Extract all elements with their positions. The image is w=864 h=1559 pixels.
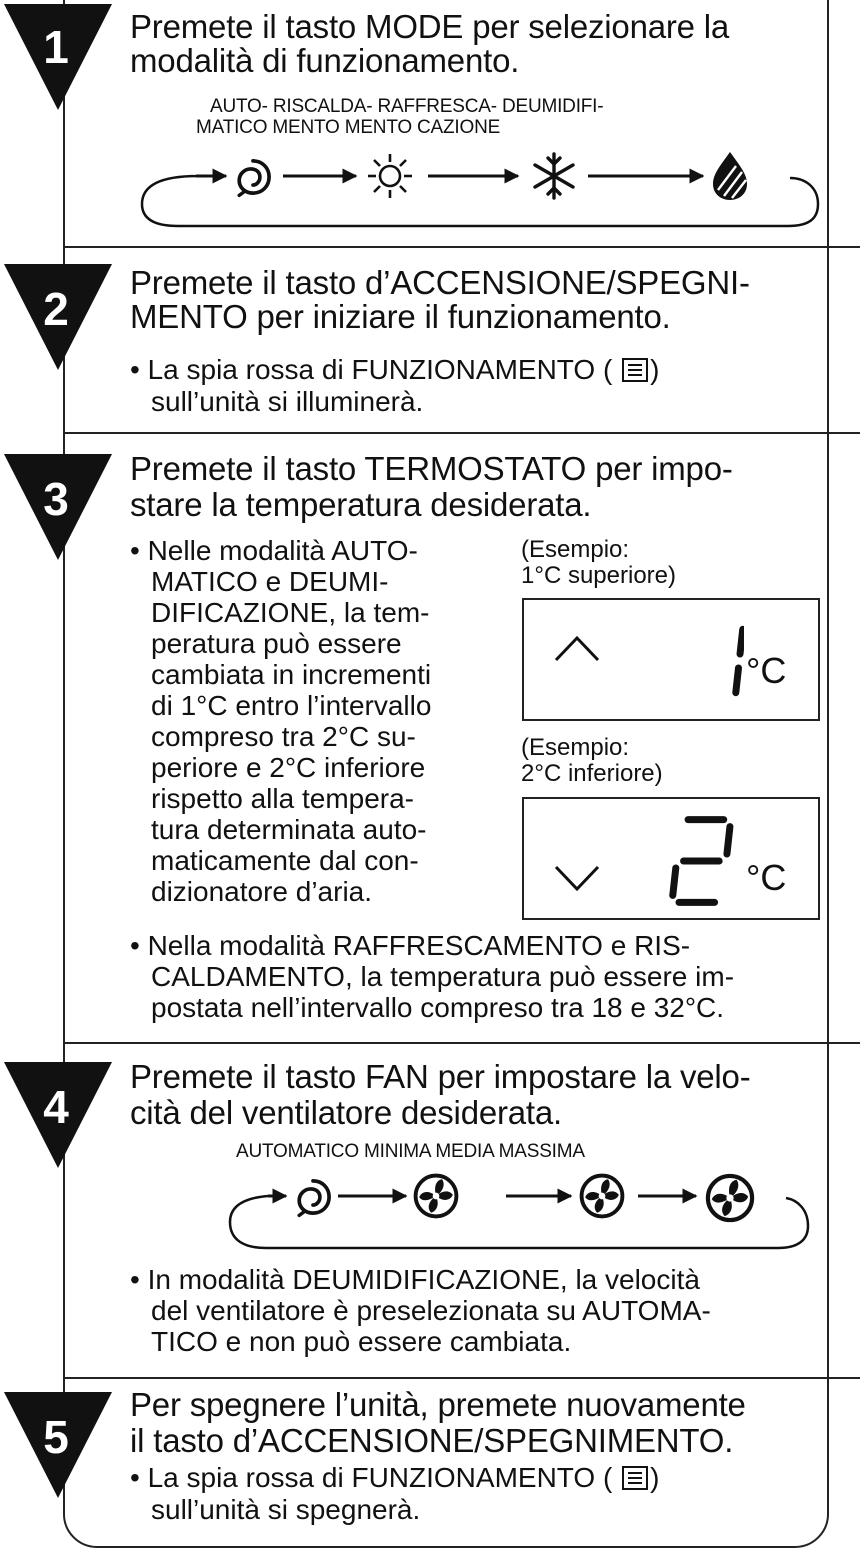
cool-snowflake-icon [535, 154, 573, 198]
bullet-line: di 1°C entro l’intervallo [151, 690, 432, 721]
step-number: 4 [43, 1081, 69, 1133]
fan-cycle-diagram [226, 1164, 814, 1254]
step-heading: cità del ventilatore desiderata. [130, 1094, 563, 1131]
mode-labels: AUTO- RISCALDA- RAFFRESCA- DEUMIDIFI- [210, 96, 604, 117]
example-caption: 2°C inferiore) [521, 760, 663, 787]
display-unit: °C [746, 857, 787, 898]
up-chevron-icon [552, 630, 602, 666]
step-number: 5 [43, 1411, 69, 1463]
bullet-line: tura determinata auto- [151, 814, 427, 845]
step-heading: il tasto d’ACCENSIONE/SPEGNIMENTO. [130, 1422, 734, 1459]
bullet-text: • La spia rossa di FUNZIONAMENTO ( ) [130, 1462, 660, 1493]
bullet-text: del ventilatore è preselezionata su AUTOMA- [151, 1295, 711, 1326]
mode-cycle-diagram [138, 142, 822, 230]
example-caption: (Esempio: [521, 536, 630, 563]
seven-segment-digit [694, 618, 744, 704]
digit-segment-b [740, 629, 743, 654]
bullet-line: • Nelle modalità AUTO- [130, 535, 418, 566]
bullet-text: TICO e non può essere cambiata. [151, 1326, 572, 1357]
bullet-text: postata nell’intervallo compreso tra 18 e 32°C. [151, 992, 725, 1023]
step-number: 1 [43, 21, 69, 73]
down-chevron-icon [552, 861, 602, 897]
auto-icon [239, 161, 269, 196]
fan-low-icon [416, 1176, 457, 1217]
bullet-line: maticamente dal con- [151, 845, 419, 876]
example-caption: (Esempio: [521, 734, 630, 761]
auto-icon [299, 1181, 329, 1216]
bullet-line: periore e 2°C inferiore [151, 752, 426, 783]
digit-segment-c [736, 668, 739, 693]
display-example-down [522, 797, 820, 920]
bullet-line: peratura può essere [151, 628, 402, 659]
digit-segment-b [727, 827, 730, 854]
bullet-text: sull’unità si illuminerà. [151, 386, 424, 417]
step-heading: Per spegnere l’unità, premete nuovamente [130, 1386, 746, 1423]
step-number: 3 [43, 473, 69, 525]
section-divider [64, 1042, 860, 1044]
step-heading: Premete il tasto FAN per impostare la velo- [130, 1058, 751, 1095]
bullet-line: MATICO e DEUMI- [151, 566, 389, 597]
section-divider [64, 246, 860, 248]
step-heading: MENTO per iniziare il funzionamento. [130, 298, 671, 335]
step-heading: stare la temperatura desiderata. [130, 486, 592, 523]
fan-medium-icon [582, 1176, 623, 1217]
bullet-line: DIFICAZIONE, la tem- [151, 597, 430, 628]
fan-labels: AUTOMATICO MINIMA MEDIA MASSIMA [236, 1141, 585, 1162]
bullet-line: cambiata in incrementi [151, 659, 432, 690]
step-heading: Premete il tasto MODE per selezionare la [130, 8, 730, 45]
bullet-text: • In modalità DEUMIDIFICAZIONE, la velocità [130, 1264, 700, 1295]
step-heading: modalità di funzionamento. [130, 42, 520, 79]
display-unit: °C [746, 650, 787, 691]
bullet-line: dizionatore d’aria. [151, 876, 373, 907]
fan-high-icon [708, 1176, 752, 1220]
bullet-text: • La spia rossa di FUNZIONAMENTO ( ) [130, 354, 660, 385]
dry-droplet-icon [713, 152, 747, 200]
bullet-text: • Nella modalità RAFFRESCAMENTO e RIS- [130, 930, 691, 961]
seven-segment-digit [656, 815, 736, 907]
bullet-text: CALDAMENTO, la temperatura può essere im- [151, 961, 735, 992]
section-divider [64, 1377, 860, 1379]
heat-sun-icon [368, 154, 412, 198]
operation-lamp-icon [622, 1466, 648, 1490]
step-heading: Premete il tasto d’ACCENSIONE/SPEGNI- [130, 264, 750, 301]
operation-lamp-icon [622, 358, 648, 382]
bullet-line: rispetto alla tempera- [151, 783, 415, 814]
example-caption: 1°C superiore) [521, 562, 676, 589]
mode-labels: MATICO MENTO MENTO CAZIONE [196, 117, 501, 138]
step-heading: Premete il tasto TERMOSTATO per impo- [130, 450, 733, 487]
digit-segment-e [673, 868, 676, 895]
bullet-line: compreso tra 2°C su- [151, 721, 416, 752]
display-example-up [522, 598, 820, 721]
step-number: 2 [43, 283, 69, 335]
section-divider [64, 432, 860, 434]
bullet-text: sull’unità si spegnerà. [151, 1494, 421, 1525]
